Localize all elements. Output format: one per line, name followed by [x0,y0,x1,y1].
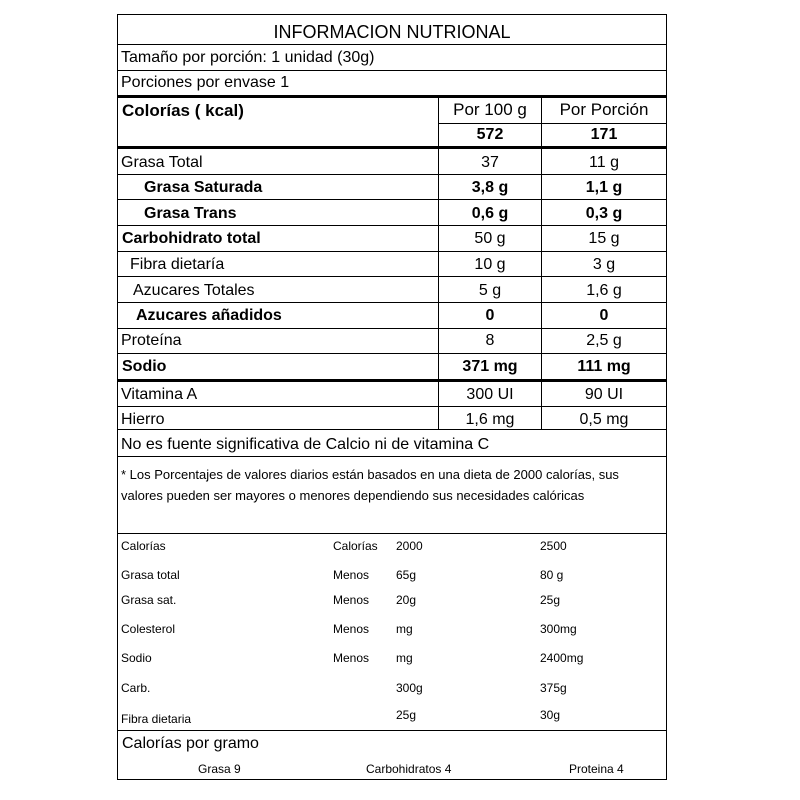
per100-header: Por 100 g [453,100,527,119]
divider [118,174,666,175]
per-serving-header: Por Porción [559,100,649,119]
nutrient-label: Grasa Trans [144,205,237,222]
dv-2500: 25g [540,593,561,607]
dv-label: Sodio [121,651,152,665]
divider [118,730,666,731]
dv-2000: mg [396,622,413,636]
nutrient-per100: 8 [485,332,495,349]
nutrient-per-serving: 11 g [589,154,619,171]
dv-2500: 375g [540,681,567,695]
nutrient-per100: 37 [481,154,499,171]
nutrient-label: Grasa Total [121,154,203,171]
protein-calories-per-gram: Proteina 4 [569,762,624,776]
divider [118,225,666,226]
nutrient-label: Vitamina A [121,386,198,403]
servings-per-container: Porciones por envase 1 [121,74,290,91]
divider [118,456,666,457]
nutrient-per-serving: 111 mg [577,358,631,375]
divider [118,302,666,303]
nutrient-per100: 3,8 g [471,179,509,196]
nutrient-per-serving: 2,5 g [586,332,622,349]
nutrient-per-serving: 0 [599,307,609,324]
calories-per-gram-title: Calorías por gramo [122,735,259,752]
dv-qualifier: Menos [333,568,370,582]
dv-2000: 20g [396,593,417,607]
nutrient-label: Proteína [121,332,182,349]
dv-label: Grasa sat. [121,593,177,607]
nutrient-label: Carbohidrato total [122,230,261,247]
nutrient-per100: 371 mg [462,358,518,375]
nutrient-per-serving: 1,1 g [585,179,623,196]
calories-per100: 572 [476,126,504,143]
dv-2000: mg [396,651,413,665]
dv-qualifier: Menos [333,651,370,665]
divider [439,123,666,124]
thick-divider [118,379,666,382]
nutrient-per100: 5 g [478,282,502,299]
nutrient-per-serving: 15 g [588,230,620,247]
dv-label: Grasa total [121,568,180,582]
nutrient-per-serving: 0,5 mg [579,411,629,428]
divider [118,533,666,534]
nutrient-per100: 300 UI [466,386,514,403]
dv-2500: 2400mg [540,651,584,665]
dv-label: Calorías [121,539,166,553]
nutrient-label: Sodio [122,358,167,375]
thick-divider [118,146,666,149]
dv-qualifier: Menos [333,622,370,636]
dv-2000: 25g [396,708,417,722]
divider [118,406,666,407]
nutrient-label: Azucares añadidos [136,307,282,324]
carbs-calories-per-gram: Carbohidratos 4 [366,762,452,776]
fat-calories-per-gram: Grasa 9 [198,762,241,776]
divider [118,429,666,430]
dv-2500: 80 g [540,568,564,582]
nutrition-facts-label [117,14,667,780]
dv-label: Carb. [121,681,151,695]
dv-label: Fibra dietaria [121,712,192,726]
nutrient-label: Azucares Totales [133,282,255,299]
divider [118,328,666,329]
divider [118,251,666,252]
label-title: INFORMACION NUTRIONAL [273,22,511,42]
nutrient-per100: 10 g [474,256,506,273]
dv-2000: 2000 [396,539,423,553]
calories-label: Colorías ( kcal) [122,101,244,120]
dv-qualifier: Calorías [333,539,378,553]
dv-qualifier: Menos [333,593,370,607]
nutrient-per-serving: 1,6 g [586,282,622,299]
nutrient-per100: 0,6 g [471,205,509,222]
nutrient-per100: 1,6 mg [465,411,515,428]
thick-divider [118,95,666,98]
dv-2500: 2500 [540,539,567,553]
nutrient-per-serving: 90 UI [584,386,624,403]
dv-2500: 30g [540,708,561,722]
dv-2500: 300mg [540,622,577,636]
serving-size: Tamaño por porción: 1 unidad (30g) [121,49,375,66]
nutrient-per100: 50 g [474,230,506,247]
dv-2000: 65g [396,568,417,582]
nutrient-label: Grasa Saturada [144,179,263,196]
dv-label: Colesterol [121,622,176,636]
nutrient-per-serving: 0,3 g [585,205,623,222]
nutrient-per100: 0 [485,307,495,324]
divider [118,276,666,277]
divider [118,353,666,354]
not-significant-note: No es fuente significativa de Calcio ni de vitamina C [121,436,490,453]
nutrient-label: Fibra dietaría [130,256,225,273]
divider [118,199,666,200]
nutrient-label: Hierro [121,411,165,428]
nutrient-per-serving: 3 g [592,256,616,273]
footnote: * Los Porcentajes de valores diarios están basados en una dieta de 2000 calorías, sus valores pueden ser mayores o menores dependiendo sus necesidades calóricas [121,467,619,503]
divider [118,44,666,45]
calories-per-serving: 171 [590,126,618,143]
dv-2000: 300g [396,681,423,695]
divider [118,70,666,71]
